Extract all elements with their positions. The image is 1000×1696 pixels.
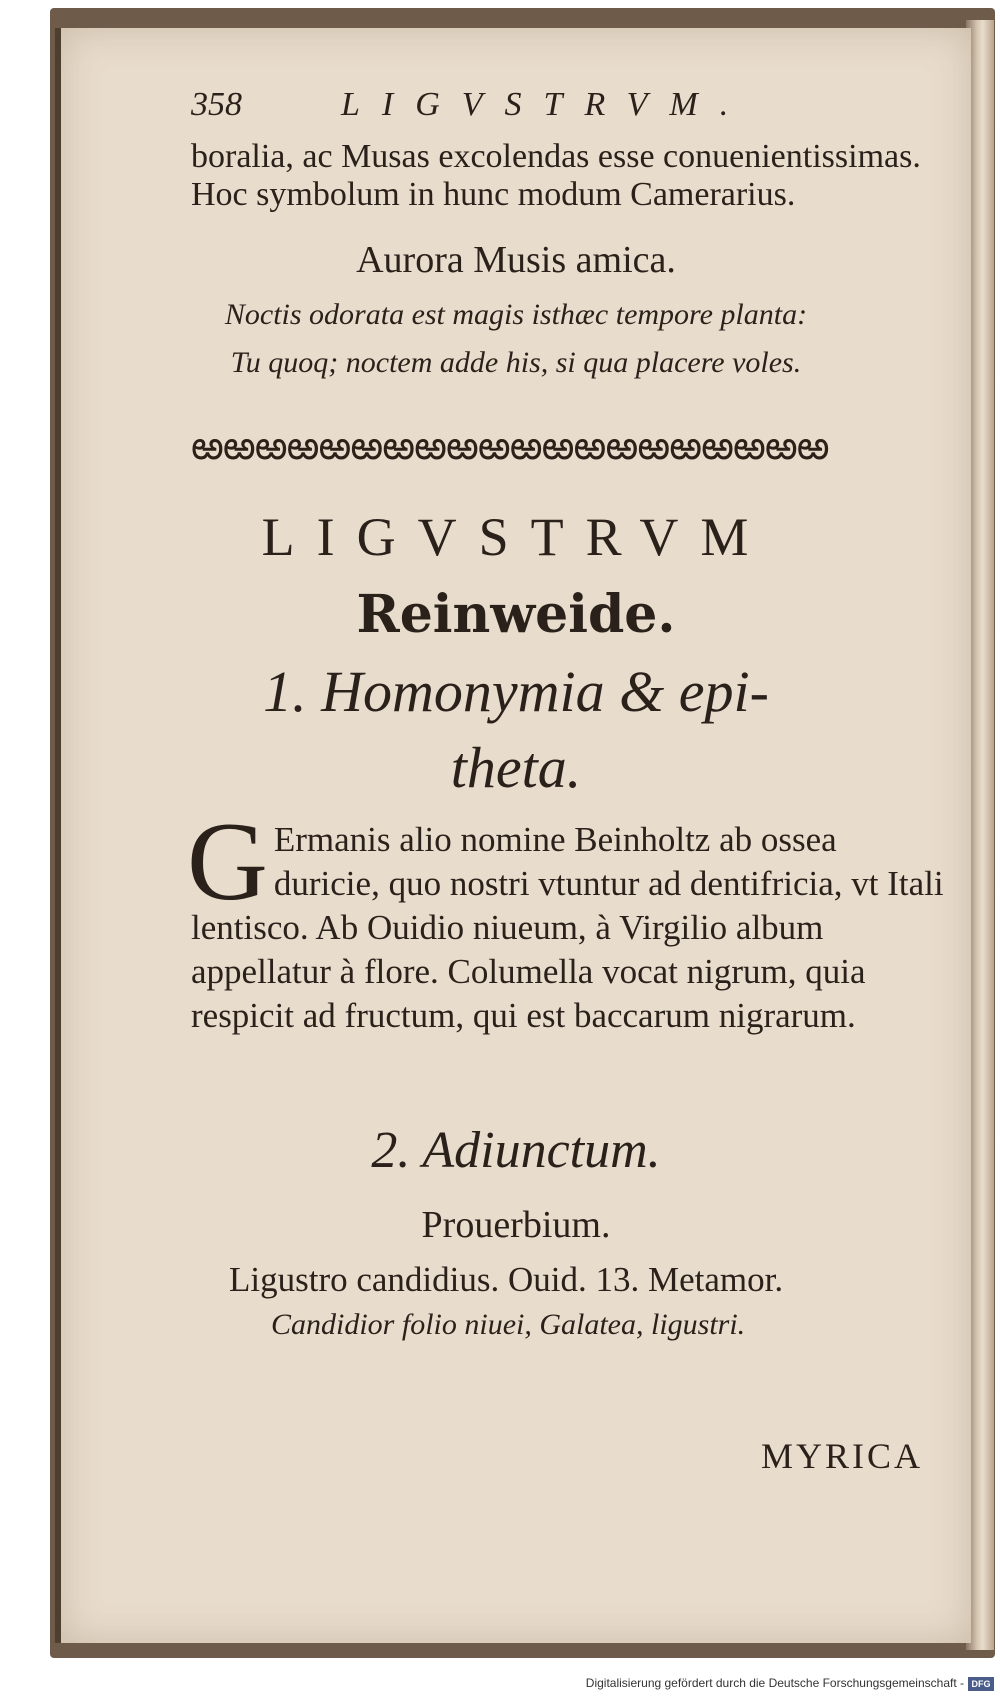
verse-line-2: Tu quoq; noctem adde his, si qua placere voles. <box>230 346 802 379</box>
body-text: Ermanis alio nomine Beinholtz ab ossea duricie, quo nostri vtuntur ad dentifricia, vt Itali lentisco. Ab Ouidio niueum, à Virgilio album appellatur à flore. Columella vocat nigrum, quia respicit ad fructum, qui est baccarum nigrarum. <box>191 820 944 1035</box>
section-2-number: 2. <box>371 1122 411 1179</box>
german-name: Reinweide. <box>356 584 676 645</box>
intro-paragraph: boralia, ac Musas excolendas esse conuenientissimas. Hoc symbolum in hunc modum Camerarius. <box>191 138 921 213</box>
running-head <box>191 86 891 136</box>
proverb-line-2: Candidior folio niuei, Galatea, ligustri. <box>271 1308 746 1341</box>
section-1-number: 1. <box>263 659 307 724</box>
section-1-heading <box>61 654 971 806</box>
body-paragraph <box>187 800 951 1038</box>
digitization-footer <box>0 1675 1000 1696</box>
dfg-logo: DFG <box>968 1677 994 1691</box>
ornamental-band: ఱఱఱఱఱఱఱఱఱఱఱఱఱఱఱఱఱఱఱఱ <box>191 423 829 469</box>
proverb-line-1: Ligustro candidius. Ouid. 13. Metamor. <box>229 1260 784 1299</box>
page-number: 358 <box>191 86 242 123</box>
funding-credit: Digitalisierung gefördert durch die Deutsche Forschungsgemeinschaft - <box>585 1676 964 1690</box>
section-2-title: Adiunctum. <box>422 1122 661 1179</box>
chapter-title: LIGVSTRVM <box>261 507 771 567</box>
section-1-title-cont: theta. <box>450 735 582 800</box>
section-2-heading <box>61 1121 971 1180</box>
book-page <box>55 28 971 1643</box>
section-1-title: Homonymia & epi- <box>321 659 769 724</box>
proverb-label: Prouerbium. <box>421 1204 611 1246</box>
motto: Aurora Musis amica. <box>356 239 676 281</box>
drop-capital: G <box>187 800 268 924</box>
page-content <box>61 28 971 1643</box>
running-title: LIGVSTRVM. <box>341 86 751 123</box>
verse-line-1: Noctis odorata est magis isthæc tempore planta: <box>224 298 808 331</box>
catchword: MYRICA <box>761 1436 924 1476</box>
